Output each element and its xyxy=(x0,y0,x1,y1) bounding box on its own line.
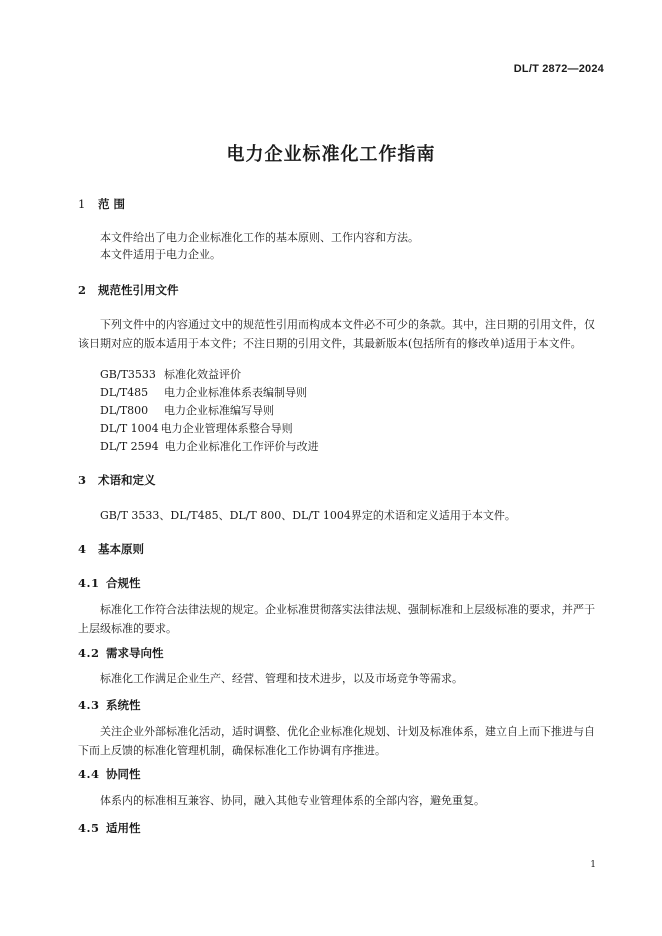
reference-title: 标准化效益评价 xyxy=(164,368,241,381)
page-number: 1 xyxy=(590,860,596,870)
reference-code: GB/T3533 xyxy=(100,368,156,381)
subsection-4-2-heading xyxy=(78,645,164,661)
subsection-number: 4.2 xyxy=(78,646,100,660)
reference-item xyxy=(100,366,241,385)
subsection-4-2-text: 标准化工作满足企业生产、经营、管理和技术进步，以及市场竞争等需求。 xyxy=(100,672,463,685)
subsection-4-4-text: 体系内的标准相互兼容、协同，融入其他专业管理体系的全部内容，避免重复。 xyxy=(100,794,485,807)
reference-item xyxy=(100,420,293,439)
subsection-4-3-heading xyxy=(78,697,141,713)
subsection-4-3-text: 关注企业外部标准化活动，适时调整、优化企业标准化规划、计划及标准体系，建立自上而下推进与自下而上反馈的标准化管理机制，确保标准化工作协调有序推进。 xyxy=(78,725,595,757)
subsection-number: 4.4 xyxy=(78,767,100,781)
reference-code: DL/T800 xyxy=(100,404,149,417)
section-number: 1 xyxy=(78,197,86,211)
subsection-number: 4.3 xyxy=(78,698,100,712)
section-number: 3 xyxy=(78,473,87,487)
subsection-4-4-heading xyxy=(78,766,141,782)
scope-line-1: 本文件给出了电力企业标准化工作的基本原则、工作内容和方法。 xyxy=(100,231,419,244)
section-title: 基本原则 xyxy=(98,542,144,556)
section-title: 规范性引用文件 xyxy=(98,283,179,297)
reference-code: DL/T 1004 xyxy=(100,422,159,435)
subsection-number: 4.5 xyxy=(78,821,100,835)
scope-line-2: 本文件适用于电力企业。 xyxy=(100,248,221,261)
reference-item xyxy=(100,438,319,457)
document-title: 电力企业标准化工作指南 xyxy=(226,144,436,165)
section-title: 术语和定义 xyxy=(98,473,156,487)
section-number: 2 xyxy=(78,283,87,297)
subsection-4-5-heading xyxy=(78,820,141,836)
section-4-heading xyxy=(78,541,144,557)
subsection-4-1-text: 标准化工作符合法律法规的规定。企业标准贯彻落实法律法规、强制标准和上层级标准的要求，并严于上层级标准的要求。 xyxy=(78,603,595,635)
subsection-title: 系统性 xyxy=(106,698,141,712)
reference-title: 电力企业标准化工作评价与改进 xyxy=(164,440,319,453)
reference-title: 电力企业标准编写导则 xyxy=(164,404,274,417)
subsection-title: 协同性 xyxy=(106,767,141,781)
normative-references-intro: 下列文件中的内容通过文中的规范性引用而构成本文件必不可少的条款。其中，注日期的引用文件，仅该日期对应的版本适用于本文件；不注日期的引用文件，其最新版本(包括所有的修改单)适用于本文件。 xyxy=(78,318,595,350)
section-3-heading xyxy=(78,472,156,488)
subsection-title: 需求导向性 xyxy=(106,646,164,660)
subsection-title: 适用性 xyxy=(106,821,141,835)
standard-number: DL/T 2872—2024 xyxy=(513,63,604,75)
section-title: 范 围 xyxy=(98,197,126,211)
section-1-heading xyxy=(78,196,125,212)
reference-item xyxy=(100,384,307,403)
reference-title: 电力企业管理体系整合导则 xyxy=(160,422,293,435)
section-2-heading xyxy=(78,282,179,298)
reference-code: DL/T 2594 xyxy=(100,440,159,453)
section-number: 4 xyxy=(78,542,87,556)
reference-item xyxy=(100,402,274,421)
subsection-title: 合规性 xyxy=(106,576,141,590)
reference-code: DL/T485 xyxy=(100,386,149,399)
subsection-4-1-heading xyxy=(78,575,141,591)
reference-title: 电力企业标准体系表编制导则 xyxy=(164,386,307,399)
subsection-number: 4.1 xyxy=(78,576,100,590)
terms-definitions-text: GB/T 3533、DL/T485、DL/T 800、DL/T 1004界定的术语和定义适用于本文件。 xyxy=(100,509,516,522)
